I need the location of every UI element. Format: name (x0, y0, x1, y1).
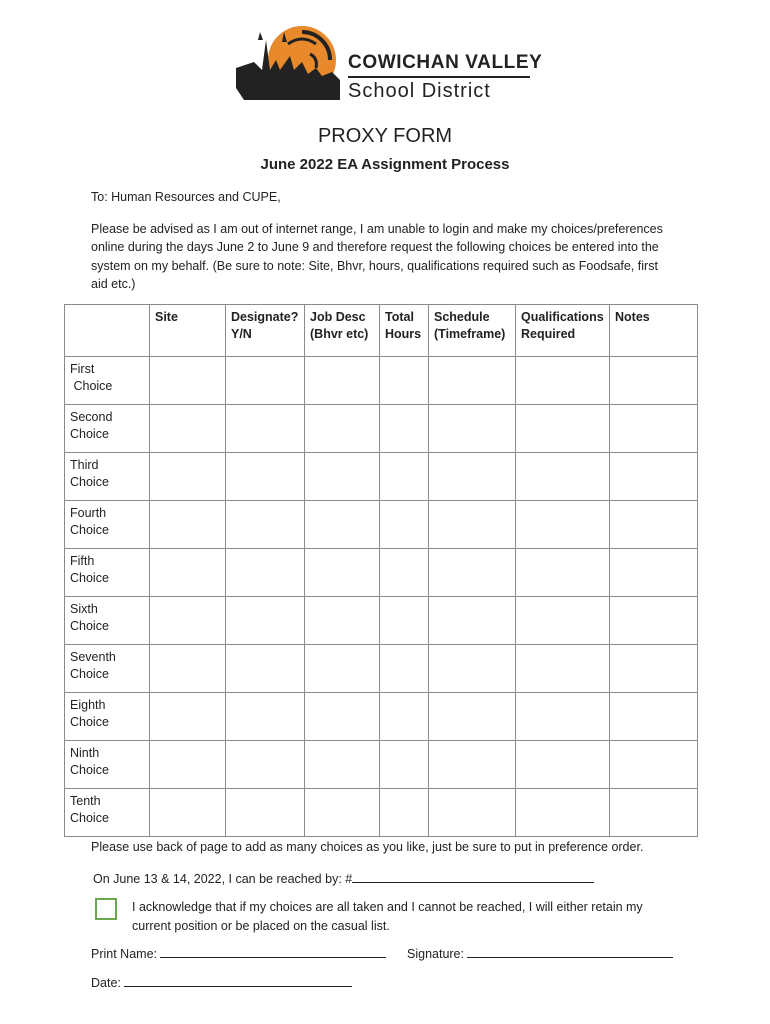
logo-divider (348, 76, 530, 78)
print-name-line (91, 946, 386, 961)
entry-cell[interactable] (380, 405, 429, 453)
acknowledge-line: current position or be placed on the casual list. (132, 919, 390, 933)
print-name-input[interactable] (160, 946, 386, 958)
entry-cell[interactable] (610, 693, 698, 741)
entry-cell[interactable] (305, 453, 380, 501)
entry-cell[interactable] (516, 501, 610, 549)
entry-cell[interactable] (150, 789, 226, 837)
choice-label-line2: Choice (70, 571, 109, 585)
choices-table (64, 304, 698, 837)
choice-label-line2: Choice (70, 379, 113, 393)
table-body (65, 357, 698, 837)
entry-cell[interactable] (610, 645, 698, 693)
choice-label-line1: Eighth (70, 698, 106, 712)
choice-label-line1: Ninth (70, 746, 100, 760)
choice-label-cell (65, 789, 150, 837)
entry-cell[interactable] (226, 789, 305, 837)
table-row (65, 693, 698, 741)
table-row (65, 501, 698, 549)
table-header-cell (226, 305, 305, 357)
entry-cell[interactable] (305, 741, 380, 789)
entry-cell[interactable] (226, 597, 305, 645)
entry-cell[interactable] (429, 357, 516, 405)
date-line (91, 975, 352, 990)
choice-label-line1: Fourth (70, 506, 107, 520)
entry-cell[interactable] (429, 741, 516, 789)
choice-label-cell (65, 501, 150, 549)
entry-cell[interactable] (226, 405, 305, 453)
entry-cell[interactable] (380, 789, 429, 837)
choice-label-line2: Choice (70, 427, 109, 441)
entry-cell[interactable] (429, 549, 516, 597)
entry-cell[interactable] (226, 501, 305, 549)
choice-label-line2: Choice (70, 811, 109, 825)
entry-cell[interactable] (226, 357, 305, 405)
reach-line (93, 871, 594, 886)
choice-label-cell (65, 357, 150, 405)
header-label-line1: Qualifications (521, 310, 604, 324)
choice-label-line2: Choice (70, 763, 109, 777)
acknowledge-line: I acknowledge that if my choices are all taken and I cannot be reached, I will either retain my (132, 900, 643, 914)
header-label-line1: Schedule (434, 310, 490, 324)
entry-cell[interactable] (226, 453, 305, 501)
entry-cell[interactable] (516, 693, 610, 741)
preference-note: Please use back of page to add as many choices as you like, just be sure to put in preference order. (91, 840, 644, 854)
choice-label-line2: Choice (70, 667, 109, 681)
choice-label-line1: Second (70, 410, 113, 424)
entry-cell[interactable] (305, 405, 380, 453)
choice-label-line1: First (70, 362, 95, 376)
logo-emblem-icon (236, 24, 348, 104)
intro-line: system on my behalf. (Be sure to note: Site, Bhvr, hours, qualifications required such as Foodsafe, first (91, 258, 658, 273)
choice-label-cell (65, 741, 150, 789)
intro-line: aid etc.) (91, 277, 136, 292)
entry-cell[interactable] (226, 549, 305, 597)
header-label-line2: Hours (385, 327, 422, 341)
form-title: PROXY FORM (317, 125, 453, 147)
entry-cell[interactable] (226, 645, 305, 693)
entry-cell[interactable] (516, 357, 610, 405)
header-label-line2: (Timeframe) (434, 327, 506, 341)
table-header-cell (610, 305, 698, 357)
header-label-line1: Notes (615, 310, 650, 324)
logo-line1: COWICHAN VALLEY (348, 52, 543, 73)
entry-cell[interactable] (516, 453, 610, 501)
choice-label-cell (65, 405, 150, 453)
entry-cell[interactable] (305, 645, 380, 693)
entry-cell[interactable] (150, 501, 226, 549)
choice-label-cell (65, 693, 150, 741)
reach-input[interactable] (352, 871, 594, 883)
header-label-line2: Y/N (231, 327, 252, 341)
entry-cell[interactable] (226, 693, 305, 741)
entry-cell[interactable] (150, 741, 226, 789)
signature-input[interactable] (467, 946, 673, 958)
entry-cell[interactable] (429, 405, 516, 453)
entry-cell[interactable] (516, 597, 610, 645)
entry-cell[interactable] (610, 357, 698, 405)
header-label-line2: Required (521, 327, 576, 341)
table-row (65, 789, 698, 837)
entry-cell[interactable] (516, 741, 610, 789)
entry-cell[interactable] (429, 789, 516, 837)
table-header-cell (516, 305, 610, 357)
entry-cell[interactable] (610, 453, 698, 501)
header-label-line1: Site (155, 310, 178, 324)
choice-label-line1: Fifth (70, 554, 95, 568)
signature-line (407, 946, 673, 961)
table-row (65, 405, 698, 453)
entry-cell[interactable] (429, 597, 516, 645)
entry-cell[interactable] (610, 741, 698, 789)
entry-cell[interactable] (516, 549, 610, 597)
entry-cell[interactable] (516, 789, 610, 837)
choice-label-cell (65, 549, 150, 597)
table-row (65, 645, 698, 693)
header-label-line1: Job Desc (310, 310, 366, 324)
entry-cell[interactable] (305, 693, 380, 741)
entry-cell[interactable] (305, 357, 380, 405)
entry-cell[interactable] (380, 741, 429, 789)
entry-cell[interactable] (380, 645, 429, 693)
choice-label-line1: Sixth (70, 602, 98, 616)
choice-label-line2: Choice (70, 475, 109, 489)
table-header-cell (150, 305, 226, 357)
entry-cell[interactable] (226, 741, 305, 789)
header-label-line1: Designate? (231, 310, 299, 324)
table-row (65, 597, 698, 645)
table-row (65, 549, 698, 597)
table-header-row (65, 305, 698, 357)
entry-cell[interactable] (305, 789, 380, 837)
entry-cell[interactable] (150, 453, 226, 501)
entry-cell[interactable] (610, 405, 698, 453)
date-input[interactable] (124, 975, 352, 987)
entry-cell[interactable] (610, 501, 698, 549)
entry-cell[interactable] (150, 549, 226, 597)
entry-cell[interactable] (150, 597, 226, 645)
entry-cell[interactable] (380, 357, 429, 405)
entry-cell[interactable] (380, 693, 429, 741)
entry-cell[interactable] (150, 405, 226, 453)
entry-cell[interactable] (429, 453, 516, 501)
entry-cell[interactable] (305, 549, 380, 597)
choice-label-cell (65, 645, 150, 693)
addressee-line: To: Human Resources and CUPE, (91, 190, 281, 204)
entry-cell[interactable] (429, 693, 516, 741)
entry-cell[interactable] (150, 693, 226, 741)
entry-cell[interactable] (380, 597, 429, 645)
choice-label-line2: Choice (70, 715, 109, 729)
table-header-cell (305, 305, 380, 357)
signature-label: Signature: (407, 947, 468, 961)
entry-cell[interactable] (150, 645, 226, 693)
reach-label: On June 13 & 14, 2022, I can be reached by: # (93, 872, 353, 886)
table-row (65, 453, 698, 501)
table-header-cell (380, 305, 429, 357)
entry-cell[interactable] (429, 645, 516, 693)
date-label: Date: (91, 976, 125, 990)
table-row (65, 357, 698, 405)
choice-label-line1: Third (70, 458, 99, 472)
entry-cell[interactable] (429, 501, 516, 549)
entry-cell[interactable] (150, 357, 226, 405)
entry-cell[interactable] (516, 405, 610, 453)
choice-label-line2: Choice (70, 523, 109, 537)
entry-cell[interactable] (305, 597, 380, 645)
entry-cell[interactable] (305, 501, 380, 549)
choice-label-cell (65, 453, 150, 501)
table-row (65, 741, 698, 789)
acknowledge-checkbox[interactable] (95, 898, 117, 920)
choice-label-cell (65, 597, 150, 645)
entry-cell[interactable] (380, 501, 429, 549)
table-header-cell (65, 305, 150, 357)
print-name-label: Print Name: (91, 947, 161, 961)
choice-label-line1: Seventh (70, 650, 116, 664)
entry-cell[interactable] (516, 645, 610, 693)
form-subtitle: June 2022 EA Assignment Process (260, 156, 510, 173)
choice-label-line2: Choice (70, 619, 109, 633)
logo-line2: School District (348, 80, 491, 102)
entry-cell[interactable] (380, 549, 429, 597)
entry-cell[interactable] (610, 549, 698, 597)
entry-cell[interactable] (610, 789, 698, 837)
intro-line: online during the days June 2 to June 9 and therefore request the following choices be entered into the (91, 240, 659, 255)
intro-paragraph (91, 220, 691, 294)
school-district-logo (236, 24, 543, 104)
header-label-line1: Total (385, 310, 414, 324)
header-label-line2: (Bhvr etc) (310, 327, 369, 341)
acknowledge-text (132, 898, 692, 936)
entry-cell[interactable] (380, 453, 429, 501)
choice-label-line1: Tenth (70, 794, 101, 808)
intro-line: Please be advised as I am out of internet range, I am unable to login and make my choices/preferences (91, 222, 663, 236)
entry-cell[interactable] (610, 597, 698, 645)
table-header-cell (429, 305, 516, 357)
